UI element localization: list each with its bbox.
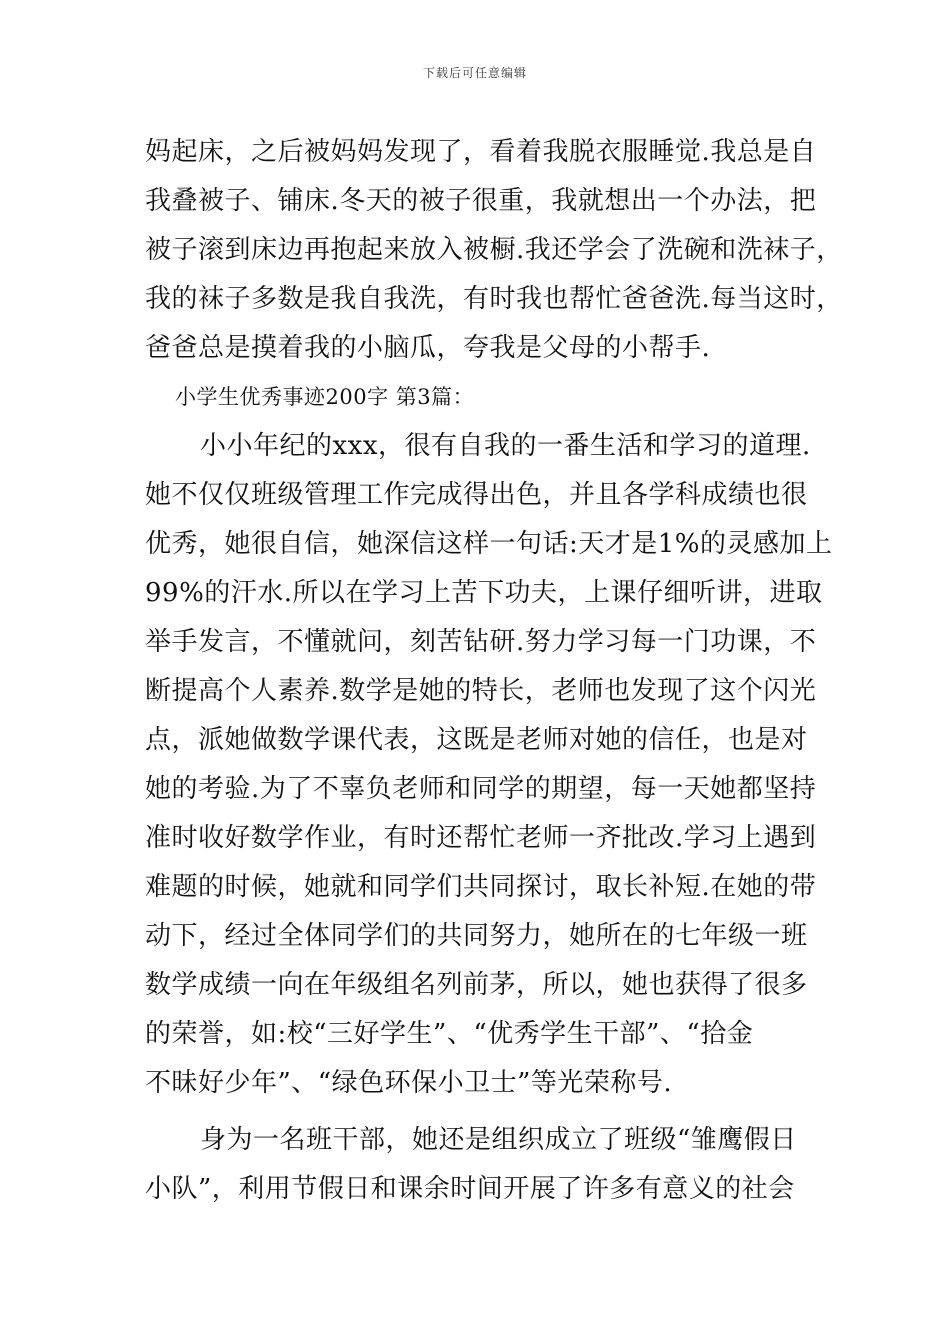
text-line: 数学成绩一向在年级组名列前茅，所以，她也获得了很多 (145, 970, 808, 1000)
text-line: 99%的汗水.所以在学习上苦下功夫，上课仔细听讲，进取 (145, 578, 823, 608)
text-line: 我叠被子、铺床.冬天的被子很重，我就想出一个办法，把 (145, 186, 817, 216)
text-line: 身为一名班干部，她还是组织成立了班级“雏鹰假日 (200, 1125, 797, 1155)
paragraph-gap (145, 1108, 825, 1116)
document-body (145, 128, 843, 1214)
text-line: 小队”，利用节假日和课余时间开展了许多有意义的社会 (145, 1174, 795, 1204)
text-line: 的荣誉，如:校“三好学生”、“优秀学生干部”、“拾金 (145, 1019, 754, 1049)
text-line: 准时收好数学作业，有时还帮忙老师一齐批改.学习上遇到 (145, 823, 817, 853)
text-line: 不昧好少年”、“绿色环保小卫士”等光荣称号. (145, 1068, 673, 1098)
page-header: 下载后可任意编辑 (422, 66, 527, 80)
text-line: 断提高个人素养.数学是她的特长，老师也发现了这个闪光 (145, 676, 817, 706)
text-line: 动下，经过全体同学们的共同努力，她所在的七年级一班 (145, 921, 808, 951)
text-line: 优秀，她很自信，她深信这样一句话:天才是1%的灵感加上 (145, 529, 833, 559)
text-line: 小小年纪的xxx，很有自我的一番生活和学习的道理. (200, 431, 811, 461)
text-line: 被子滚到床边再抱起来放入被橱.我还学会了洗碗和洗袜子， (145, 235, 843, 265)
text-line: 点，派她做数学课代表，这既是老师对她的信任，也是对 (145, 725, 808, 755)
text-line: 爸爸总是摸着我的小脑瓜，夸我是父母的小帮手. (145, 333, 711, 363)
section-heading: 小学生优秀事迹200字 第3篇： (175, 385, 475, 409)
text-line: 难题的时候，她就和同学们共同探讨，取长补短.在她的带 (145, 872, 817, 902)
text-line: 妈起床，之后被妈妈发现了，看着我脱衣服睡觉.我总是自 (145, 137, 817, 167)
text-line: 我的袜子多数是我自我洗，有时我也帮忙爸爸洗.每当这时， (145, 284, 843, 314)
text-line: 她不仅仅班级管理工作完成得出色，并且各学科成绩也很 (145, 480, 808, 510)
text-line: 举手发言，不懂就问，刻苦钻研.努力学习每一门功课，不 (145, 627, 817, 657)
text-line: 她的考验.为了不辜负老师和同学的期望，每一天她都坚持 (145, 774, 817, 804)
